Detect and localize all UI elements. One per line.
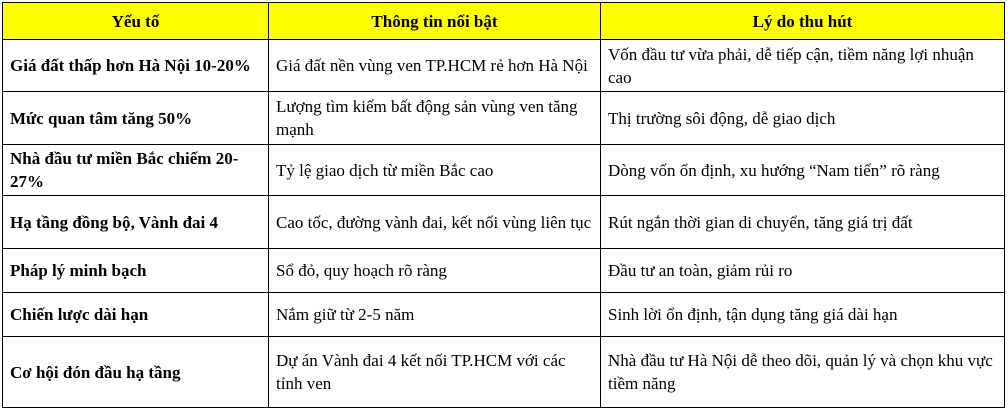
header-highlight: Thông tin nổi bật [269, 3, 601, 40]
table-header [3, 3, 1005, 40]
table-row [3, 40, 1005, 92]
factor-cell: Cơ hội đón đầu hạ tầng [3, 337, 269, 408]
highlight-cell: Giá đất nền vùng ven TP.HCM rẻ hơn Hà Nội [269, 40, 601, 92]
factor-cell: Mức quan tâm tăng 50% [3, 92, 269, 145]
header-factor: Yếu tố [3, 3, 269, 40]
reason-cell: Rút ngắn thời gian di chuyển, tăng giá trị đất [601, 196, 1005, 249]
reason-cell: Vốn đầu tư vừa phải, dễ tiếp cận, tiềm năng lợi nhuận cao [601, 40, 1005, 92]
highlight-cell: Sổ đỏ, quy hoạch rõ ràng [269, 249, 601, 293]
factor-cell: Chiến lược dài hạn [3, 293, 269, 337]
header-row [3, 3, 1005, 40]
header-reason: Lý do thu hút [601, 3, 1005, 40]
factor-cell: Nhà đầu tư miền Bắc chiếm 20-27% [3, 145, 269, 196]
reason-cell: Thị trường sôi động, dễ giao dịch [601, 92, 1005, 145]
highlight-cell: Tỷ lệ giao dịch từ miền Bắc cao [269, 145, 601, 196]
highlight-cell: Cao tốc, đường vành đai, kết nối vùng liên tục [269, 196, 601, 249]
table-row [3, 92, 1005, 145]
reason-cell: Dòng vốn ổn định, xu hướng “Nam tiến” rõ ràng [601, 145, 1005, 196]
table-row [3, 293, 1005, 337]
factor-cell: Giá đất thấp hơn Hà Nội 10-20% [3, 40, 269, 92]
highlight-cell: Dự án Vành đai 4 kết nối TP.HCM với các tỉnh ven [269, 337, 601, 408]
highlight-cell: Lượng tìm kiếm bất động sản vùng ven tăng mạnh [269, 92, 601, 145]
reason-cell: Nhà đầu tư Hà Nội dễ theo dõi, quản lý và chọn khu vực tiềm năng [601, 337, 1005, 408]
reason-cell: Đầu tư an toàn, giảm rủi ro [601, 249, 1005, 293]
table-row [3, 337, 1005, 408]
table-row [3, 196, 1005, 249]
table-row [3, 249, 1005, 293]
factor-cell: Pháp lý minh bạch [3, 249, 269, 293]
reason-cell: Sinh lời ổn định, tận dụng tăng giá dài hạn [601, 293, 1005, 337]
factor-table [2, 2, 1005, 408]
highlight-cell: Nắm giữ từ 2-5 năm [269, 293, 601, 337]
factor-cell: Hạ tầng đồng bộ, Vành đai 4 [3, 196, 269, 249]
table-body [3, 40, 1005, 408]
table-row [3, 145, 1005, 196]
